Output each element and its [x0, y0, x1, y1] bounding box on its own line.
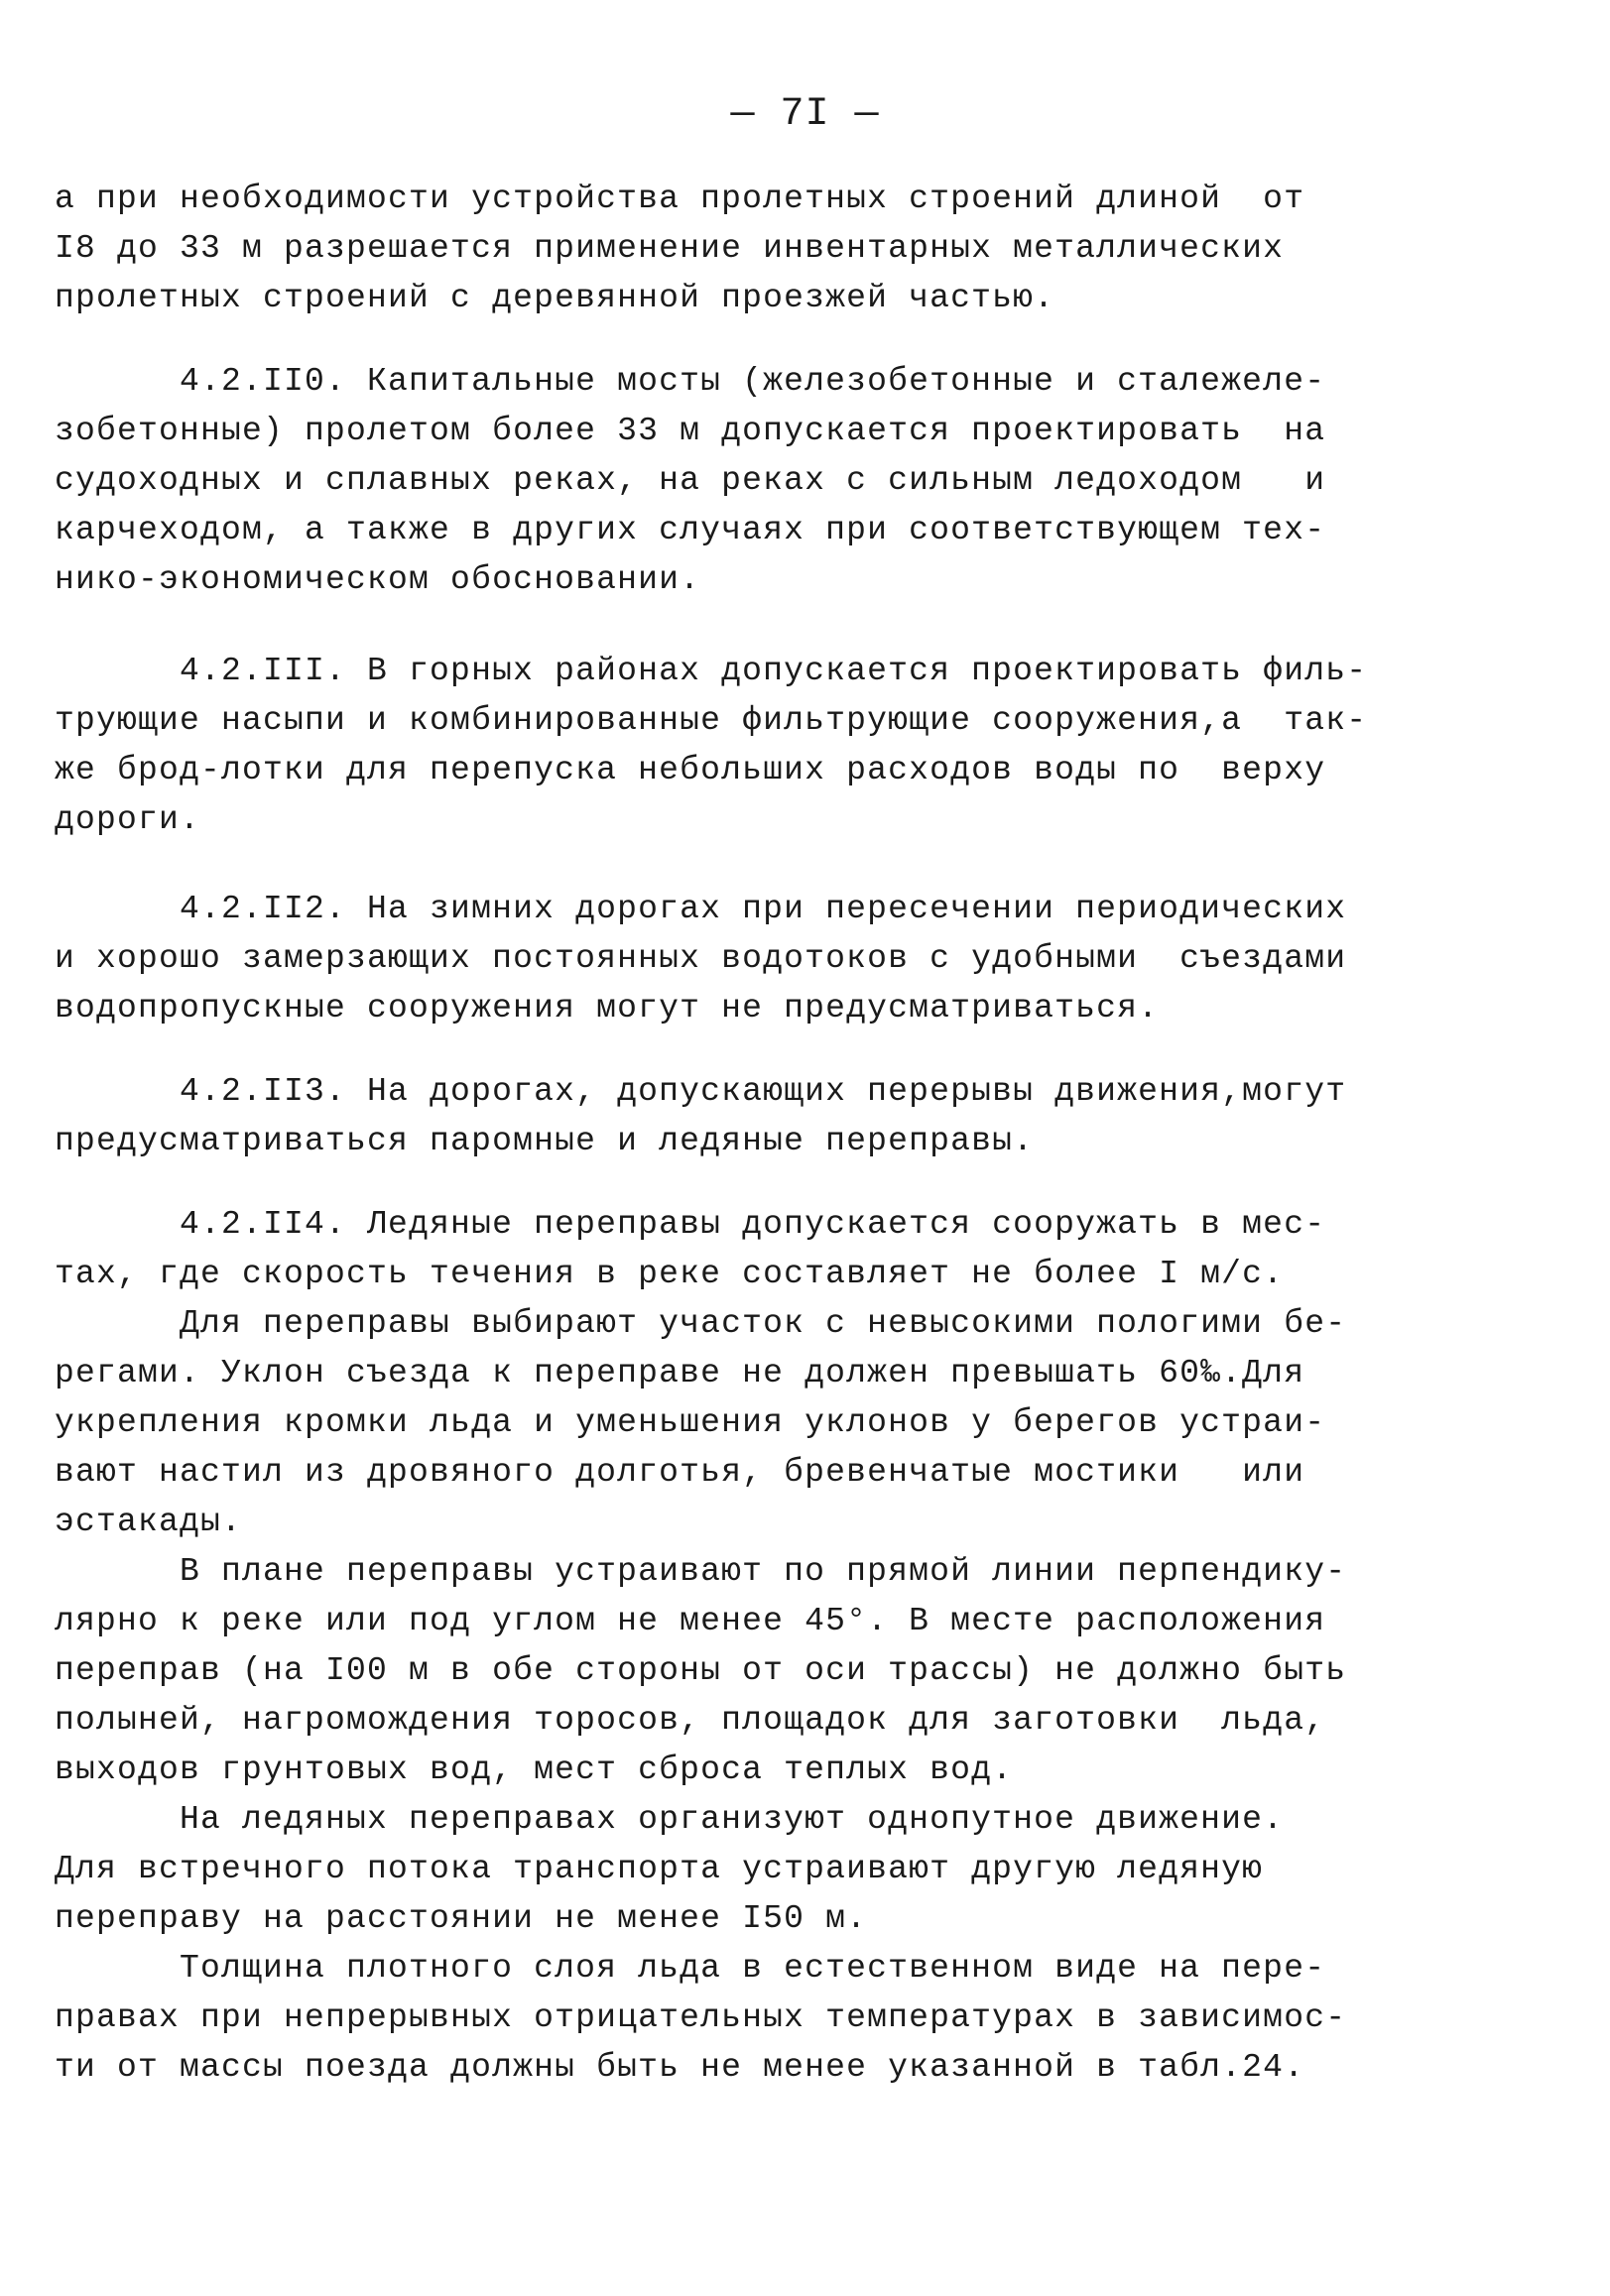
text-line: судоходных и сплавных реках, на реках с сильным ледоходом и — [55, 462, 1326, 499]
paragraph-4-2-113 — [55, 1067, 1374, 1166]
text-line: переправ (на I00 м в обе стороны от оси трассы) не должно быть — [55, 1652, 1347, 1689]
text-line: выходов грунтовых вод, мест сброса теплых вод. — [55, 1752, 1014, 1788]
text-line: переправу на расстоянии не менее I50 м. — [55, 1900, 868, 1937]
text-line: 4.2.III. В горных районах допускается проектировать филь- — [55, 653, 1368, 689]
paragraph-traffic — [55, 1795, 1374, 1944]
text-line: Для встречного потока транспорта устраивают другую ледяную — [55, 1851, 1264, 1887]
text-line: нико-экономическом обосновании. — [55, 561, 701, 598]
text-line: пролетных строений с деревянной проезжей частью. — [55, 280, 1055, 316]
text-line: На ледяных переправах организуют однопутное движение. — [55, 1801, 1285, 1838]
paragraph-intro — [55, 175, 1374, 323]
paragraph-4-2-111 — [55, 647, 1374, 845]
text-line: 4.2.II4. Ледяные переправы допускается сооружать в мес- — [55, 1206, 1326, 1243]
text-line: лярно к реке или под углом не менее 45°. В месте расположения — [55, 1603, 1326, 1639]
text-line: же брод-лотки для перепуска небольших расходов воды по верху — [55, 752, 1326, 788]
text-line: карчеходом, а также в других случаях при соответствующем тех- — [55, 512, 1326, 548]
paragraph-plan — [55, 1547, 1374, 1795]
text-line: В плане переправы устраивают по прямой линии перпендику- — [55, 1553, 1347, 1590]
text-line: и хорошо замерзающих постоянных водотоков с удобными съездами — [55, 940, 1347, 977]
text-line: правах при непрерывных отрицательных температурах в зависимос- — [55, 1999, 1347, 2036]
text-line: 4.2.II2. На зимних дорогах при пересечении периодических — [55, 891, 1347, 927]
text-line: 4.2.II0. Капитальные мосты (железобетонные и сталежеле- — [55, 363, 1326, 400]
text-line: эстакады. — [55, 1504, 243, 1540]
paragraph-ice-thickness — [55, 1944, 1374, 2093]
text-line: Толщина плотного слоя льда в естественном виде на пере- — [55, 1950, 1326, 1987]
text-line: укрепления кромки льда и уменьшения уклонов у берегов устраи- — [55, 1404, 1326, 1441]
paragraph-4-2-110 — [55, 357, 1374, 605]
text-line: I8 до 33 м разрешается применение инвентарных металлических — [55, 230, 1285, 267]
text-line: а при необходимости устройства пролетных строений длиной от — [55, 181, 1305, 217]
text-line: Для переправы выбирают участок с невысокими пологими бе- — [55, 1305, 1347, 1342]
text-line: дороги. — [55, 801, 201, 838]
text-line: регами. Уклон съезда к переправе не должен превышать 60‰.Для — [55, 1355, 1305, 1391]
text-line: зобетонные) пролетом более 33 м допускается проектировать на — [55, 413, 1326, 449]
text-line: вают настил из дровяного долготья, бревенчатые мостики или — [55, 1454, 1305, 1491]
page-number: — 7I — — [730, 92, 880, 137]
paragraph-4-2-114 — [55, 1200, 1374, 1547]
paragraph-4-2-112 — [55, 885, 1374, 1033]
text-line: водопропускные сооружения могут не предусматриваться. — [55, 990, 1160, 1027]
text-line: трующие насыпи и комбинированные фильтрующие сооружения,а так- — [55, 702, 1368, 739]
text-line: ти от массы поезда должны быть не менее указанной в табл.24. — [55, 2049, 1305, 2086]
text-line: 4.2.II3. На дорогах, допускающих перерывы движения,могут — [55, 1073, 1347, 1110]
text-line: тах, где скорость течения в реке составляет не более I м/с. — [55, 1256, 1285, 1292]
text-line: полыней, нагромождения торосов, площадок для заготовки льда, — [55, 1702, 1326, 1739]
text-line: предусматриваться паромные и ледяные переправы. — [55, 1123, 1035, 1159]
